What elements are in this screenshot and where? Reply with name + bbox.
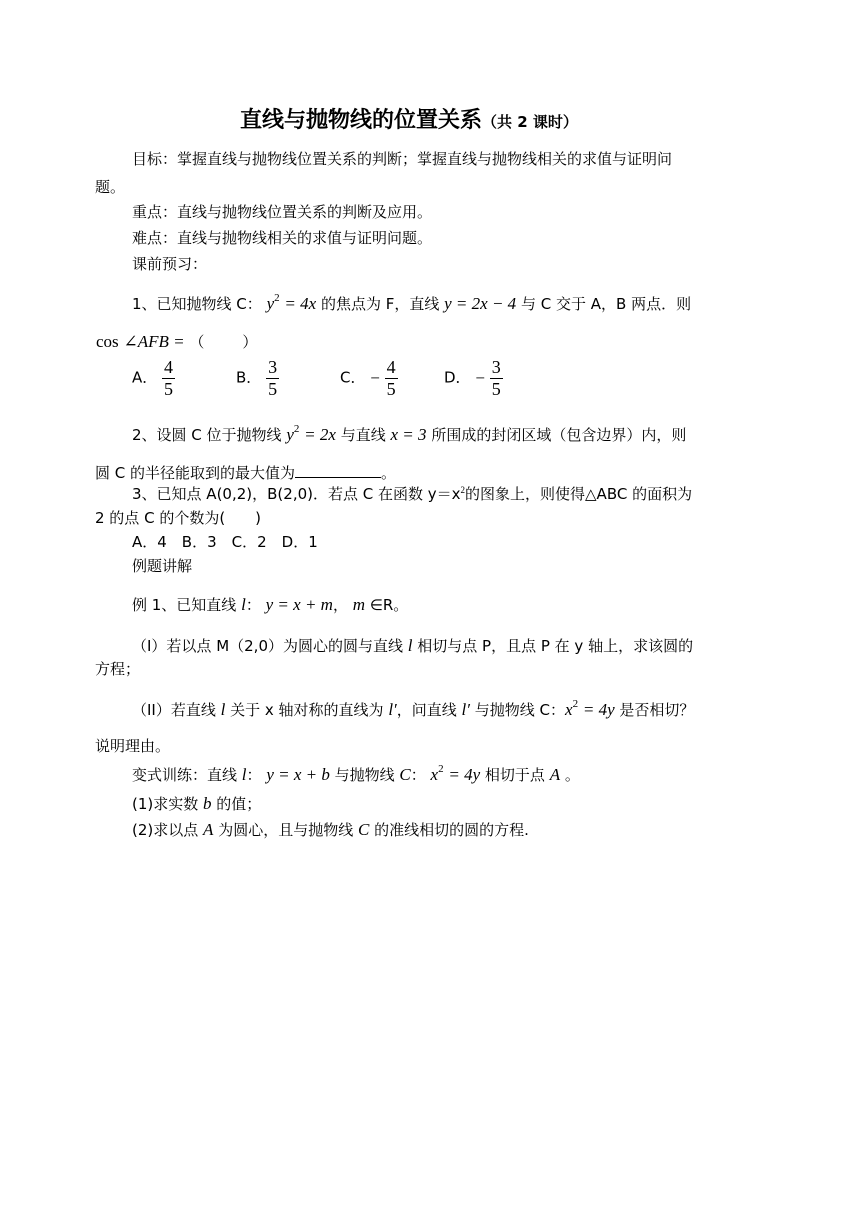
q1-eq1-var: y xyxy=(266,294,275,313)
q1-option-a-label: A． xyxy=(132,368,158,387)
variant-s1-c: 的值； xyxy=(211,795,262,813)
ex1-eq: y = x + m xyxy=(265,595,333,614)
ex1-ii-lprime: l′ xyxy=(388,700,397,719)
ex1-part-i-line-1 xyxy=(132,637,693,654)
variant-C: C xyxy=(399,765,411,784)
q1-paren-close: ） xyxy=(242,333,258,351)
ex1-comma: ， xyxy=(332,596,348,614)
ex1-part-ii-line-2: 说明理由。 xyxy=(95,737,171,755)
q3-line-2: 2 的点 C 的个数为( ) xyxy=(95,509,262,527)
variant-l: l xyxy=(241,765,247,784)
ex1-ii-text-b: 关于 x 轴对称的直线为 xyxy=(225,701,389,719)
variant-eq: y = x + b xyxy=(266,765,330,784)
ex1-text-1: 例 1、已知直线 xyxy=(132,596,242,614)
key-point: 重点：直线与抛物线位置关系的判断及应用。 xyxy=(132,203,433,221)
ex1-m: m xyxy=(352,595,366,614)
q1-text-3: 与 C 交于 A，B 两点．则 xyxy=(520,295,692,313)
examples-heading: 例题讲解 xyxy=(132,557,193,575)
ex1-ii-x: x xyxy=(565,700,573,719)
variant-x: x xyxy=(430,765,439,784)
q2-line-2 xyxy=(95,463,396,481)
q1-eq1-rest: = 4x xyxy=(284,294,317,313)
ex1-i-text-b: 相切与点 P，且点 P 在 y 轴上，求该圆的 xyxy=(412,637,694,655)
ex1-ii-lprime-2: l′ xyxy=(461,700,470,719)
q1-option-a-num: 4 xyxy=(164,357,174,377)
q1-option-d-label: D． xyxy=(444,368,471,387)
q1-option-c-den: 5 xyxy=(386,378,396,399)
variant-colon: ： xyxy=(246,766,262,784)
ex1-ii-rest: = 4y xyxy=(582,700,615,719)
difficulty-point: 难点：直线与抛物线相关的求值与证明问题。 xyxy=(132,229,433,247)
q1-eq2: y = 2x − 4 xyxy=(444,294,517,313)
ex1-ii-text-c: ，问直线 xyxy=(396,701,462,719)
q1-option-a xyxy=(132,357,175,399)
variant-s2-c: 为圆心，且与抛物线 xyxy=(213,821,358,839)
q3-options: A．4 B．3 C．2 D．1 xyxy=(132,533,318,551)
q1-option-c-sign: − xyxy=(370,368,380,388)
q1-paren-open: （ xyxy=(189,333,205,351)
variant-sub-1 xyxy=(132,795,261,812)
variant-A: A xyxy=(549,765,561,784)
q3-exp: 2 xyxy=(460,485,466,495)
preview-heading: 课前预习： xyxy=(132,255,208,273)
ex1-l: l xyxy=(241,595,246,614)
q2-eq1-rest: = 2x xyxy=(304,425,336,444)
variant-colon-2: ： xyxy=(410,766,426,784)
q1-option-a-fraction xyxy=(162,357,175,399)
q2-answer-blank xyxy=(295,463,381,478)
variant-end: 。 xyxy=(564,766,580,784)
variant-s1-b: b xyxy=(203,794,212,813)
goal-line-2: 题。 xyxy=(95,178,126,196)
q1-option-d-fraction xyxy=(490,357,503,399)
ex1-line-1 xyxy=(132,596,408,613)
ex1-part-i-line-2: 方程； xyxy=(95,660,141,678)
ex1-colon: ： xyxy=(245,596,261,614)
variant-rest: = 4y xyxy=(448,765,481,784)
title-main: 直线与抛物线的位置关系 xyxy=(240,108,483,133)
q1-option-c-label: C． xyxy=(340,368,366,387)
ex1-i-text-a: （I）若以点 M（2,0）为圆心的圆与直线 xyxy=(132,637,408,655)
variant-text-2: 与抛物线 xyxy=(329,766,400,784)
ex1-part-ii-line-1 xyxy=(132,698,695,719)
ex1-ii-text-a: （II）若直线 xyxy=(132,701,221,719)
variant-line-1 xyxy=(132,763,580,784)
q3-text-1b: 的图象上，则使得△ABC 的面积为 xyxy=(465,485,693,503)
ex1-ii-text-d: 与抛物线 C： xyxy=(470,701,566,719)
q2-end: 。 xyxy=(381,464,397,482)
variant-s2-b: A xyxy=(203,820,214,839)
title-sub: （共 2 课时） xyxy=(482,113,578,131)
q3-text-1a: 3、已知点 A(0,2)，B(2,0)．若点 C 在函数 y＝x xyxy=(132,485,461,503)
q1-option-d xyxy=(444,357,503,399)
q2-line-1 xyxy=(132,423,687,444)
ex1-i-l: l xyxy=(407,636,413,655)
q1-option-b-num: 3 xyxy=(268,357,278,377)
q2-eq2: x = 3 xyxy=(390,425,427,444)
q1-option-d-num: 3 xyxy=(491,357,501,377)
q1-option-a-den: 5 xyxy=(164,378,174,399)
q1-option-b xyxy=(236,357,279,399)
q1-option-c-num: 4 xyxy=(386,357,396,377)
q2-text-3: 所围成的封闭区域（包含边界）内，则 xyxy=(431,426,687,444)
q1-option-b-label: B． xyxy=(236,368,262,387)
q2-eq1-exp: 2 xyxy=(293,423,300,435)
variant-s2-d: C xyxy=(357,820,370,839)
variant-s1-a: (1)求实数 xyxy=(132,795,204,813)
variant-text-3: 相切于点 xyxy=(480,766,550,784)
q1-line-2 xyxy=(96,333,257,350)
q1-cos: cos xyxy=(96,332,119,351)
variant-s2-a: (2)求以点 xyxy=(132,821,204,839)
q1-text-1: 1、已知抛物线 C： xyxy=(132,295,262,313)
q1-angle: ∠AFB = xyxy=(123,332,185,351)
variant-s2-e: 的准线相切的圆的方程. xyxy=(369,821,529,839)
q1-text-2: 的焦点为 F，直线 xyxy=(320,295,445,313)
ex1-ii-exp: 2 xyxy=(572,698,579,710)
q2-text-4: 圆 C 的半径能取到的最大值为 xyxy=(95,464,296,482)
q2-eq1-var: y xyxy=(286,425,294,444)
q1-eq1-exp: 2 xyxy=(274,292,280,304)
q2-text-1: 2、设圆 C 位于抛物线 xyxy=(132,426,287,444)
variant-exp: 2 xyxy=(438,763,444,775)
q1-option-b-den: 5 xyxy=(268,378,278,399)
q1-line-1 xyxy=(132,292,692,313)
ex1-ii-text-e: 是否相切？ xyxy=(614,701,695,719)
ex1-in: ∈R。 xyxy=(369,596,409,614)
goal-line-1: 目标：掌握直线与抛物线位置关系的判断；掌握直线与抛物线相关的求值与证明问 xyxy=(132,150,673,168)
q1-option-c xyxy=(340,357,398,399)
variant-sub-2 xyxy=(132,821,529,838)
q3-line-1 xyxy=(132,487,692,502)
page-title xyxy=(240,110,578,132)
q2-text-2: 与直线 xyxy=(340,426,391,444)
q1-option-d-den: 5 xyxy=(491,378,501,399)
ex1-ii-l: l xyxy=(220,700,226,719)
q1-option-d-sign: − xyxy=(475,368,485,388)
q1-option-c-fraction xyxy=(385,357,398,399)
q1-option-b-fraction xyxy=(266,357,279,399)
variant-text-1: 变式训练：直线 xyxy=(132,766,242,784)
